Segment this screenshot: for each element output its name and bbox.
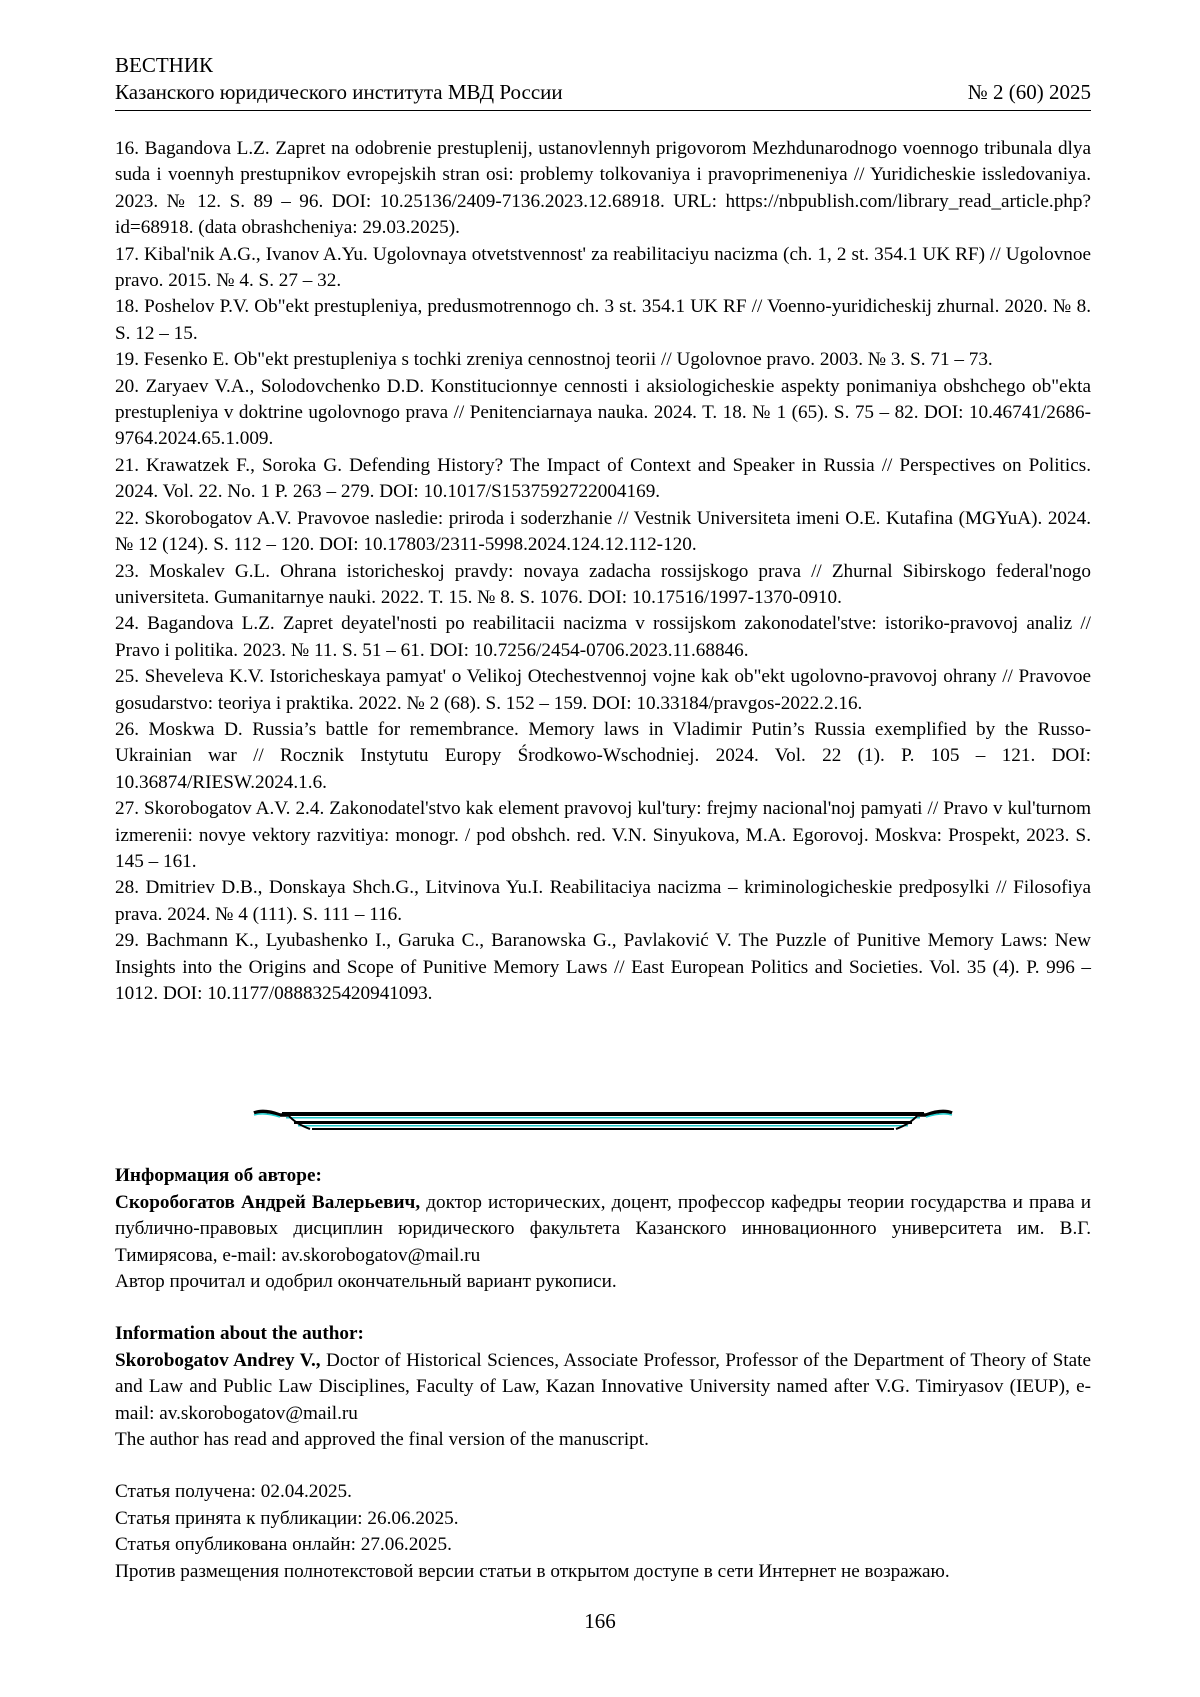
author-info-ru bbox=[115, 1163, 1091, 1296]
section-divider-ornament bbox=[252, 1104, 954, 1134]
author-details-ru: доктор исторических, доцент, профессор кафедры теории государства и права и публично-правовых дисциплин юридического факультета Казанского инновационного университета им. В.Г. Тимирясова, e-mail: av.skorobogatov@mail.ru bbox=[115, 1192, 1091, 1266]
reference-item: 25. Sheveleva K.V. Istoricheskaya pamyat' o Velikoj Otechestvennoj vojne kak ob"ekt ugolovno-pravovoj ohrany // Pravovoe gosudarstvo: teoriya i praktika. 2022. № 2 (68). S. 152 – 159. DOI: 10.33184/pravgos-2022.2.16. bbox=[115, 664, 1091, 717]
author-name-ru: Скоробогатов Андрей Валерьевич, bbox=[115, 1192, 420, 1213]
reference-list bbox=[115, 136, 1091, 1007]
reference-item: 23. Moskalev G.L. Ohrana istoricheskoj pravdy: novaya zadacha rossijskogo prava // Zhurnal Sibirskogo federal'nogo universiteta. Gumanitarnye nauki. 2022. T. 15. № 8. S. 1076. DOI: 10.17516/1997-1370-0910. bbox=[115, 559, 1091, 612]
reference-item: 17. Kibal'nik A.G., Ivanov A.Yu. Ugolovnaya otvetstvennost' za reabilitaciyu nacizma (ch. 1, 2 st. 354.1 UK RF) // Ugolovnoe pravo. 2015. № 4. S. 27 – 32. bbox=[115, 242, 1091, 295]
reference-item: 19. Fesenko E. Ob"ekt prestupleniya s tochki zreniya cennostnoj teorii // Ugolovnoe pravo. 2003. № 3. S. 71 – 73. bbox=[115, 347, 1091, 373]
article-dates bbox=[115, 1479, 1091, 1585]
reference-item: 28. Dmitriev D.B., Donskaya Shch.G., Litvinova Yu.I. Reabilitaciya nacizma – kriminologicheskie predposylki // Filosofiya prava. 2024. № 4 (111). S. 111 – 116. bbox=[115, 875, 1091, 928]
author-name-en: Skorobogatov Andrey V., bbox=[115, 1350, 321, 1371]
reference-item: 27. Skorobogatov A.V. 2.4. Zakonodatel'stvo kak element pravovoj kul'tury: frejmy nacional'noj pamyati // Pravo v kul'turnom izmerenii: novye vektory razvitiya: monogr. / pod obshch. red. V.N. Sinyukova, M.A. Egorovoj. Moskva: Prospekt, 2023. S. 145 – 161. bbox=[115, 796, 1091, 875]
author-details-en: Doctor of Historical Sciences, Associate Professor, Professor of the Department of Theory of State and Law and Public Law Disciplines, Faculty of Law, Kazan Innovative University named after V.G. Timiryasov (IEUP), e-mail: av.skorobogatov@mail.ru bbox=[115, 1350, 1091, 1424]
issue-number: № 2 (60) 2025 bbox=[968, 79, 1091, 106]
author-approval-ru: Автор прочитал и одобрил окончательный вариант рукописи. bbox=[115, 1269, 1091, 1296]
date-accepted: Статья принята к публикации: 26.06.2025. bbox=[115, 1506, 1091, 1533]
author-approval-en: The author has read and approved the final version of the manuscript. bbox=[115, 1427, 1091, 1454]
date-received: Статья получена: 02.04.2025. bbox=[115, 1479, 1091, 1506]
reference-item: 21. Krawatzek F., Soroka G. Defending History? The Impact of Context and Speaker in Russia // Perspectives on Politics. 2024. Vol. 22. No. 1 P. 263 – 279. DOI: 10.1017/S1537592722004169. bbox=[115, 453, 1091, 506]
reference-item: 16. Bagandova L.Z. Zapret na odobrenie prestuplenij, ustanovlennyh prigovorom Mezhdunarodnogo voennogo tribunala dlya suda i voennyh prestupnikov evropejskih stran osi: problemy tolkovaniya i pravoprimeneniya // Yuridicheskie issledovaniya. 2023. № 12. S. 89 – 96. DOI: 10.25136/2409-7136.2023.12.68918. URL: https://nbpublish.com/library_read_article.php?id=68918. (data obrashcheniya: 29.03.2025). bbox=[115, 136, 1091, 242]
reference-item: 29. Bachmann K., Lyubashenko I., Garuka C., Baranowska G., Pavlaković V. The Puzzle of Punitive Memory Laws: New Insights into the Origins and Scope of Punitive Memory Laws // East European Politics and Societies. Vol. 35 (4). P. 996 – 1012. DOI: 10.1177/0888325420941093. bbox=[115, 928, 1091, 1007]
header-rule bbox=[115, 110, 1091, 111]
running-header bbox=[115, 52, 1091, 106]
reference-item: 22. Skorobogatov A.V. Pravovoe nasledie: priroda i soderzhanie // Vestnik Universiteta imeni O.E. Kutafina (MGYuA). 2024. № 12 (124). S. 112 – 120. DOI: 10.17803/2311-5998.2024.124.12.112-120. bbox=[115, 506, 1091, 559]
reference-item: 26. Moskwa D. Russia’s battle for remembrance. Memory laws in Vladimir Putin’s Russia exemplified by the Russo-Ukrainian war // Rocznik Instytutu Europy Środkowo-Wschodniej. 2024. Vol. 22 (1). P. 105 – 121. DOI: 10.36874/RIESW.2024.1.6. bbox=[115, 717, 1091, 796]
reference-item: 20. Zaryaev V.A., Solodovchenko D.D. Konstitucionnye cennosti i aksiologicheskie aspekty ponimaniya obshchego ob"ekta prestupleniya v doktrine ugolovnogo prava // Penitenciarnaya nauka. 2024. T. 18. № 1 (65). S. 75 – 82. DOI: 10.46741/2686-9764.2024.65.1.009. bbox=[115, 374, 1091, 453]
author-info-en bbox=[115, 1321, 1091, 1454]
reference-item: 18. Poshelov P.V. Ob"ekt prestupleniya, predusmotrennogo ch. 3 st. 354.1 UK RF // Voenno-yuridicheskij zhurnal. 2020. № 8. S. 12 – 15. bbox=[115, 294, 1091, 347]
journal-subtitle: Казанского юридического института МВД России bbox=[115, 79, 563, 106]
open-access-consent: Против размещения полнотекстовой версии статьи в открытом доступе в сети Интернет не возражаю. bbox=[115, 1559, 1091, 1586]
reference-item: 24. Bagandova L.Z. Zapret deyatel'nosti po reabilitacii nacizma v rossijskom zakonodatel'stve: istoriko-pravovoj analiz // Pravo i politika. 2023. № 11. S. 51 – 61. DOI: 10.7256/2454-0706.2023.11.68846. bbox=[115, 611, 1091, 664]
journal-page bbox=[0, 0, 1200, 1697]
header-line bbox=[115, 79, 1091, 106]
author-info-heading-ru: Информация об авторе: bbox=[115, 1165, 322, 1186]
date-published: Статья опубликована онлайн: 27.06.2025. bbox=[115, 1532, 1091, 1559]
journal-title: ВЕСТНИК bbox=[115, 52, 1091, 79]
author-info-heading-en: Information about the author: bbox=[115, 1323, 364, 1344]
page-number: 166 bbox=[0, 1608, 1200, 1634]
